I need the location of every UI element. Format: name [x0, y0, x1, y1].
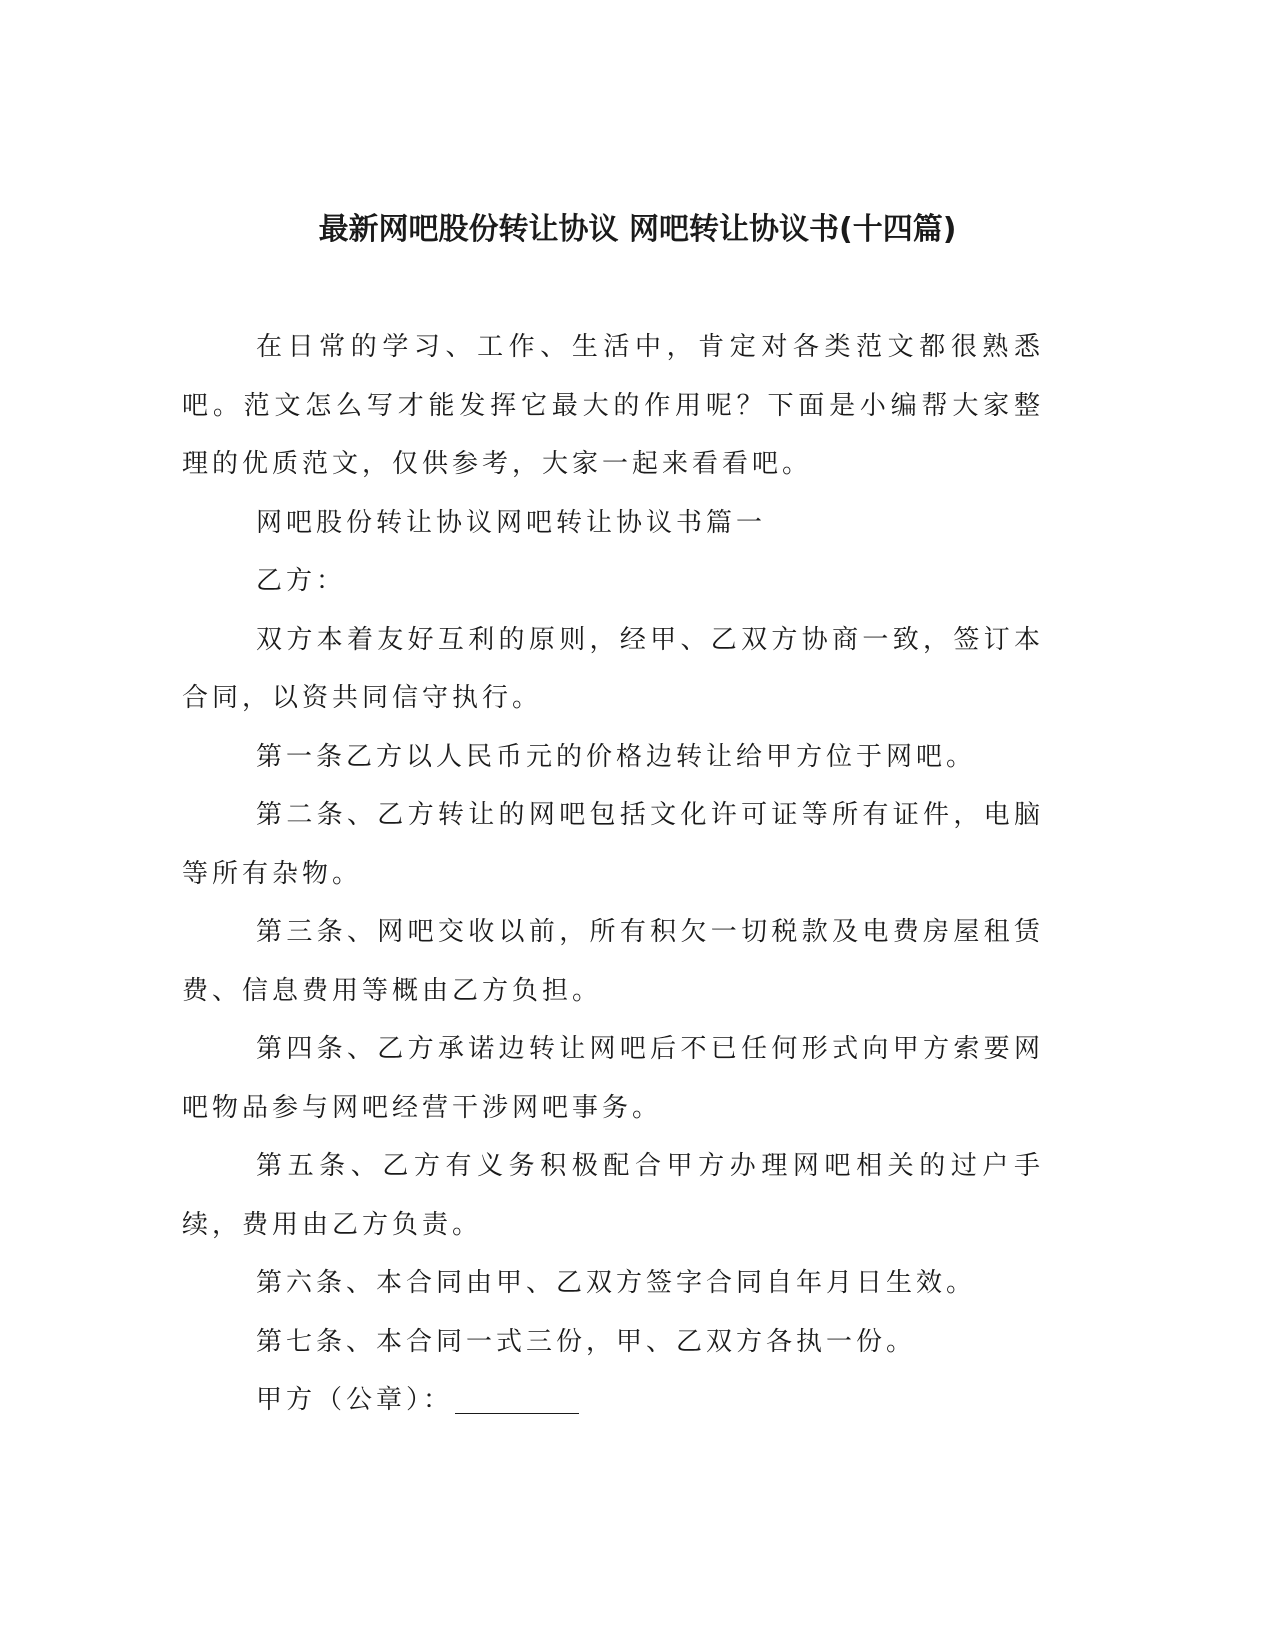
article-3: 第三条、网吧交收以前，所有积欠一切税款及电费房屋租赁费、信息费用等概由乙方负担。 — [182, 917, 1044, 1006]
article-6: 第六条、本合同由甲、乙双方签字合同自年月日生效。 — [256, 1268, 977, 1298]
article-1: 第一条乙方以人民币元的价格边转让给甲方位于网吧。 — [256, 741, 977, 772]
signature-row — [182, 1371, 1044, 1430]
preamble-paragraph: 双方本着友好互利的原则，经甲、乙双方协商一致，签订本合同，以资共同信守执行。 — [182, 624, 1044, 713]
article-5: 第五条、乙方有义务积极配合甲方办理网吧相关的过户手续，费用由乙方负责。 — [182, 1151, 1044, 1240]
party-b-label: 乙方： — [256, 566, 347, 596]
article-4: 第四条、乙方承诺边转让网吧后不已任何形式向甲方索要网吧物品参与网吧经营干涉网吧事务。 — [182, 1034, 1044, 1123]
document-body — [182, 318, 1044, 1430]
document-title: 最新网吧股份转让协议 网吧转让协议书(十四篇) — [318, 212, 957, 247]
article-2: 第二条、乙方转让的网吧包括文化许可证等所有证件，电脑等所有杂物。 — [182, 800, 1044, 889]
section-heading: 网吧股份转让协议网吧转让协议书篇一 — [256, 507, 767, 538]
signature-line — [455, 1387, 579, 1414]
intro-paragraph: 在日常的学习、工作、生活中，肯定对各类范文都很熟悉吧。范文怎么写才能发挥它最大的作用呢？下面是小编帮大家整理的优质范文，仅供参考，大家一起来看看吧。 — [182, 332, 1044, 479]
party-a-seal-label: 甲方（公章）： — [256, 1385, 454, 1415]
article-7: 第七条、本合同一式三份，甲、乙双方各执一份。 — [256, 1326, 917, 1357]
